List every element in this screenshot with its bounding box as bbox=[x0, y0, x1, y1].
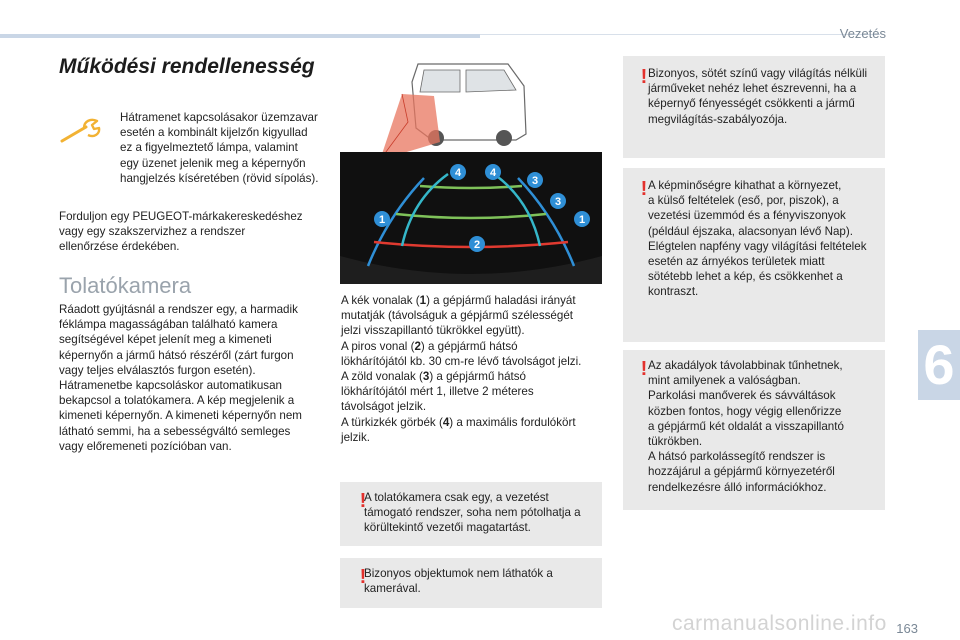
malfunction-note: Hátramenet kapcsolásakor üzemzavar esetén a kombinált kijelzőn kigyullad ez a figyelmeztető lámpa, valamint egy üzenet jelenik meg a képernyőn hangjelzés kíséretében (rövid sípolás). bbox=[120, 111, 319, 185]
guide-label-3-lower: 3 bbox=[554, 196, 562, 208]
contact-dealer-text: Forduljon egy PEUGEOT-márkakereskedéshez vagy egy szakszervizhez a rendszer ellenőrzése érdekében. bbox=[59, 210, 303, 254]
section-title: Vezetés bbox=[839, 26, 886, 41]
header-accent-bar bbox=[0, 34, 480, 38]
warning-exclamation-icon: ! bbox=[640, 66, 648, 88]
warning-exclamation-icon: ! bbox=[359, 566, 367, 588]
guide-label-1-right: 1 bbox=[578, 214, 586, 226]
warning-box-obstacles bbox=[623, 350, 885, 510]
guide-lines-description: A kék vonalak (1) a gépjármű haladási irányát mutatják (távolságuk a gépjármű szélességét jelzi visszapillantó tükrökkel együtt). A piros vonal (2) a gépjármű hátsó lökhárítójától kb. 30 cm-re lévő távolságot jelzi. A zöld vonalak (3) a gépjármű hátsó lökhárítójától mért 1, illetve 2 méteres távolságot jelzik. A türkizkék görbék (4) a maximális fordulókört jelzik. bbox=[341, 294, 582, 444]
warning-text: A tolatókamera csak egy, a vezetést támogató rendszer, soha nem pótolhatja a körültekintő vezetői magatartást. bbox=[364, 491, 581, 535]
warning-box-image-quality bbox=[623, 168, 885, 342]
guide-label-4-right: 4 bbox=[489, 167, 497, 179]
page-number: 163 bbox=[896, 621, 918, 636]
malfunction-heading: Működési rendellenesség bbox=[59, 55, 315, 78]
wrench-icon bbox=[60, 115, 104, 145]
guide-label-2: 2 bbox=[473, 239, 481, 251]
warning-text: Az akadályok távolabbinak tűnhetnek, mint amilyenek a valóságban. Parkolási manőverek és sávváltások közben fontos, hogy végig ellenőrizze a gépjármű két oldalát a visszapillantó tükrökben. A hátsó parkolássegítő rendszer is hozzájárul a gépjármű környezetéről rendelkezésre álló információkhoz. bbox=[648, 359, 844, 494]
warning-exclamation-icon: ! bbox=[640, 178, 648, 200]
warning-box-objects bbox=[340, 558, 602, 608]
guide-label-1-left: 1 bbox=[378, 214, 386, 226]
warning-box-driving-aid bbox=[340, 482, 602, 546]
reversing-camera-text: Ráadott gyújtásnál a rendszer egy, a harmadik féklámpa magasságában található kamera segítségével képet jelenít meg a kimeneti képernyőn a jármű hátsó részéről (zárt furgon vagy teljes elválasztós furgon esetén). Hátramenetbe kapcsoláskor automatikusan bekapcsol a tolatókamera. A kép megjelenik a kimeneti képernyőn. A kimeneti képernyőn nem látható semmi, ha a sebességváltó semleges vagy előremeneti pozícióban van. bbox=[59, 303, 302, 453]
reversing-camera-heading: Tolatókamera bbox=[59, 273, 192, 298]
guide-label-3-upper: 3 bbox=[531, 175, 539, 187]
warning-exclamation-icon: ! bbox=[359, 490, 367, 512]
header-rule bbox=[480, 34, 880, 35]
reversing-camera-figure bbox=[340, 56, 602, 284]
warning-text: A képminőségre kihathat a környezet, a külső feltételek (eső, por, piszok), a vezetési üzemmód és a fényviszonyok (például éjszaka, alacsonyan lévő Nap). Elégtelen napfény vagy világítási feltételek esetén az árnyékos területek miatt sötétebb lehet a kép, és csökkenhet a kontraszt. bbox=[648, 179, 867, 299]
warning-exclamation-icon: ! bbox=[640, 358, 648, 380]
watermark: carmanualsonline.info bbox=[672, 612, 887, 635]
warning-text: Bizonyos, sötét színű vagy világítás nélküli járműveket nehéz lehet észrevenni, ha a képernyő fényességét csökkenti a jármű megvilágítás-szabályozója. bbox=[648, 67, 868, 126]
warning-text: Bizonyos objektumok nem láthatók a kamerával. bbox=[364, 567, 553, 596]
chapter-tab[interactable]: 6 bbox=[918, 330, 960, 400]
guide-label-4-left: 4 bbox=[454, 167, 462, 179]
van-illustration bbox=[380, 64, 526, 160]
warning-box-dark-vehicles bbox=[623, 56, 885, 158]
